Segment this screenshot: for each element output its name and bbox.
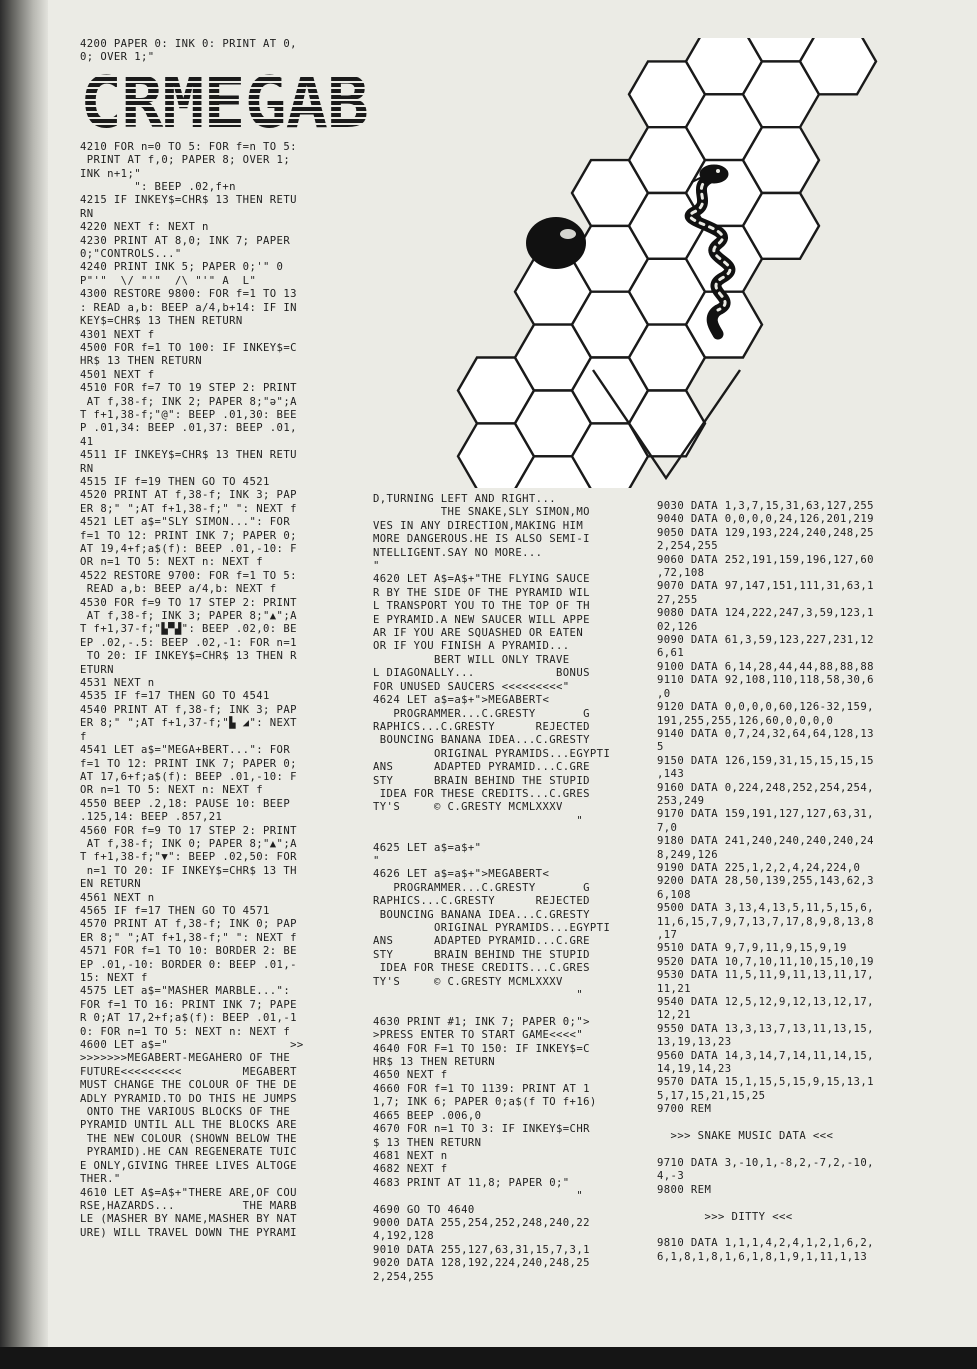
code-line: 4511 IF INKEY$=CHR$ 13 THEN RETU [80,449,297,462]
code-line: 9520 DATA 10,7,10,11,10,15,10,19 [657,955,874,968]
code-line [657,1197,929,1210]
crmegab-logo: CRMEGAB [80,61,369,144]
code-line: EN RETURN [80,878,142,891]
code-line: 9560 DATA 14,3,14,7,14,11,14,15, [657,1049,874,1062]
code-line: HR$ 13 THEN RETURN [373,1056,496,1069]
code-line: E ONLY,GIVING THREE LIVES ALTOGE [80,1159,297,1172]
code-line: E PYRAMID.A NEW SAUCER WILL APPE [373,613,590,626]
code-line: R 0;AT 17,2+f;a$(f): BEEP .01,-1 [80,1012,297,1025]
code-line: R BY THE SIDE OF THE PYRAMID WIL [373,586,590,599]
code-line: 4670 FOR n=1 TO 3: IF INKEY$=CHR [373,1123,590,1136]
code-line: TY'S © C.GRESTY MCMLXXXV [373,801,563,814]
code-line: 9810 DATA 1,1,1,4,2,4,1,2,1,6,2, [657,1237,874,1250]
code-line: 1,7; INK 6; PAPER 0;a$(f TO f+16) [373,1096,597,1109]
code-line: READ a,b: BEEP a/4,b: NEXT f [80,583,277,596]
code-line: n=1 TO 20: IF INKEY$=CHR$ 13 TH [80,864,297,877]
code-line: OR IF YOU FINISH A PYRAMID... [373,640,570,653]
code-line: f [80,730,87,743]
code-line: URE) WILL TRAVEL DOWN THE PYRAMI [80,1226,297,1239]
code-line: 9100 DATA 6,14,28,44,44,88,88,88 [657,660,874,673]
code-line: $ 13 THEN RETURN [373,1136,482,1149]
code-line: ,143 [657,768,685,781]
code-line: .125,14: BEEP .857,21 [80,811,223,824]
code-line: 9500 DATA 3,13,4,13,5,11,5,15,6, [657,902,874,915]
code-line: 4570 PRINT AT f,38-f; INK 0; PAP [80,918,297,931]
code-line [373,828,645,841]
hexagon-pyramid-illustration [418,38,938,488]
code-line: 4620 LET A$=A$+"THE FLYING SAUCE [373,573,590,586]
code-line: ER 8;" ";AT f+1,38-f;" ": NEXT f [80,502,297,515]
code-line: 4535 IF f=17 THEN GO TO 4541 [80,690,270,703]
code-line: OR n=1 TO 5: NEXT n: NEXT f [80,784,264,797]
code-line: 4571 FOR f=1 TO 10: BORDER 2: BE [80,945,297,958]
code-line: " [373,560,380,573]
code-line: 4501 NEXT f [80,368,155,381]
code-line: >PRESS ENTER TO START GAME<<<<" [373,1029,584,1042]
code-line: 6,108 [657,888,691,901]
page-spine-shadow [0,0,48,1369]
code-line: IDEA FOR THESE CREDITS...C.GRES [373,962,590,975]
code-line: 4520 PRINT AT f,38-f; INK 3; PAP [80,489,297,502]
code-line: ER 8;" ";AT f+1,38-f;" ": NEXT f [80,931,297,944]
code-line: OR n=1 TO 5: NEXT n: NEXT f [80,556,264,569]
code-line: HR$ 13 THEN RETURN [80,355,203,368]
code-line: 9020 DATA 128,192,224,240,248,25 [373,1257,590,1270]
code-line: 9160 DATA 0,224,248,252,254,254, [657,781,874,794]
code-line: 4300 RESTORE 9800: FOR f=1 TO 13 [80,288,297,301]
code-line: STY BRAIN BEHIND THE STUPID [373,948,590,961]
code-line: FOR f=1 TO 16: PRINT INK 7; PAPE [80,998,297,1011]
code-line: 4624 LET a$=a$+">MEGABERT< [373,694,550,707]
code-line: 4521 LET a$="SLY SIMON...": FOR [80,516,291,529]
code-line: 4220 NEXT f: NEXT n [80,221,209,234]
code-line: ,17 [657,929,678,941]
code-line: AT 19,4+f;a$(f): BEEP .01,-10: F [80,543,297,555]
code-line: RN [80,207,94,220]
code-line: KEY$=CHR$ 13 THEN RETURN [80,315,243,328]
code-line: 9080 DATA 124,222,247,3,59,123,1 [657,607,874,620]
marble-ball-icon [526,217,586,269]
code-line: THE SNAKE,SLY SIMON,MO [373,506,590,519]
code-line: >>>>>>>MEGABERT-MEGAHERO OF THE [80,1052,291,1065]
code-line: f=1 TO 12: PRINT INK 7; PAPER 0; [80,529,297,542]
code-line: 02,126 [657,620,698,633]
code-line: >>> SNAKE MUSIC DATA <<< [657,1130,834,1143]
page-bottom-edge [0,1347,977,1369]
code-line: 4540 PRINT AT f,38-f; INK 3; PAP [80,703,297,716]
code-line: MUST CHANGE THE COLOUR OF THE DE [80,1079,297,1092]
code-line: P .01,34: BEEP .01,37: BEEP .01, [80,422,297,435]
code-line: 4681 NEXT n [373,1149,448,1162]
code-line: PYRAMID UNTIL ALL THE BLOCKS ARE [80,1119,297,1132]
code-line: 9510 DATA 9,7,9,11,9,15,9,19 [657,942,847,955]
code-line: BERT WILL ONLY TRAVE [373,653,570,666]
code-line: 9070 DATA 97,147,151,111,31,63,1 [657,580,874,593]
code-line: 9530 DATA 11,5,11,9,11,13,11,17, [657,969,874,982]
code-line: " [373,1190,584,1203]
code-line: LE (MASHER BY NAME,MASHER BY NAT [80,1213,297,1226]
code-line: 12,21 [657,1009,691,1022]
code-line: 6,61 [657,647,685,660]
code-line: EP .01,-10: BORDER 0: BEEP .01,- [80,958,297,971]
code-line: 9140 DATA 0,7,24,32,64,64,128,13 [657,727,874,740]
code-line: 4690 GO TO 4640 [373,1203,475,1216]
code-line: f=1 TO 12: PRINT INK 7; PAPER 0; [80,757,297,770]
code-line: 4682 NEXT f [373,1163,448,1176]
code-line: 4515 IF f=19 THEN GO TO 4521 [80,475,270,488]
code-line: 4,192,128 [373,1230,435,1243]
code-line: BOUNCING BANANA IDEA...C.GRESTY [373,734,590,747]
code-line: 9550 DATA 13,3,13,7,13,11,13,15, [657,1022,874,1035]
code-line: 4630 PRINT #1; INK 7; PAPER 0;"> [373,1015,590,1028]
code-line: 9180 DATA 241,240,240,240,240,24 [657,835,874,848]
code-line: 253,249 [657,794,705,807]
code-line: 4550 BEEP .2,18: PAUSE 10: BEEP [80,797,291,810]
code-line: 9150 DATA 126,159,31,15,15,15,15 [657,754,874,767]
code-line: : READ a,b: BEEP a/4,b+14: IF IN [80,301,297,314]
code-line: FOR UNUSED SAUCERS <<<<<<<<<" [373,680,570,693]
code-line: PYRAMID).HE CAN REGENERATE TUIC [80,1146,297,1159]
code-line: 4683 PRINT AT 11,8; PAPER 0;" [373,1176,570,1189]
code-line: ": BEEP .02,f+n [80,181,236,194]
code-line: 0; OVER 1;" [80,51,155,64]
code-line: L DIAGONALLY... BONUS [373,667,590,680]
listing-column-1 [80,38,370,1240]
listing-column-3 [657,500,929,1264]
listing-column-2 [373,493,645,1284]
code-line: AR IF YOU ARE SQUASHED OR EATEN [373,627,584,640]
code-line: 0;"CONTROLS..." [80,248,182,261]
code-line [657,1117,929,1130]
code-line: AT 17,6+f;a$(f): BEEP .01,-10: F [80,770,297,783]
hexagon-pyramid-grid [458,38,933,488]
code-line: TY'S © C.GRESTY MCMLXXXV [373,975,563,988]
code-line: 4640 FOR F=1 TO 150: IF INKEY$=C [373,1042,590,1055]
code-line: RN [80,462,94,475]
code-line: ER 8;" ";AT f+1,37-f;"▙ ◢": NEXT [80,717,297,730]
code-line: 4500 FOR f=1 TO 100: IF INKEY$=C [80,341,297,354]
code-line: MORE DANGEROUS.HE IS ALSO SEMI-I [373,533,590,546]
code-line: 4560 FOR f=9 TO 17 STEP 2: PRINT [80,824,297,837]
code-line: AT f,38-f; INK 0; PAPER 8;"▲";A [80,837,297,850]
code-line: PROGRAMMER...C.GRESTY G [373,707,590,720]
code-line: 4530 FOR f=9 TO 17 STEP 2: PRINT [80,596,297,609]
code-line: RAPHICS...C.GRESTY REJECTED [373,895,590,908]
code-line: 4210 FOR n=0 TO 5: FOR f=n TO 5: [80,140,297,153]
code-line: 9540 DATA 12,5,12,9,12,13,12,17, [657,996,874,1009]
code-line: IDEA FOR THESE CREDITS...C.GRES [373,787,590,800]
code-line: 0: FOR n=1 TO 5: NEXT n: NEXT f [80,1025,291,1038]
code-line: THE NEW COLOUR (SHOWN BELOW THE [80,1132,297,1145]
code-line: 4541 LET a$="MEGA+BERT...": FOR [80,744,291,757]
code-line: 9060 DATA 252,191,159,196,127,60 [657,553,874,566]
code-line: AT f,38-f; INK 3; PAPER 8;"▲";A [80,610,297,623]
code-line: 7,0 [657,821,678,834]
code-line: ORIGINAL PYRAMIDS...EGYPTI [373,922,611,934]
code-line: STY BRAIN BEHIND THE STUPID [373,774,590,787]
code-line: 9190 DATA 225,1,2,2,4,24,224,0 [657,861,861,874]
code-line: 14,19,14,23 [657,1063,732,1076]
code-line: ADLY PYRAMID.TO DO THIS HE JUMPS [80,1092,297,1105]
code-line: 5,17,15,21,15,25 [657,1089,766,1102]
code-line: 4650 NEXT f [373,1069,448,1082]
code-line: ETURN [80,663,114,676]
code-line: 9000 DATA 255,254,252,248,240,22 [373,1216,590,1229]
code-line: ORIGINAL PYRAMIDS...EGYPTI [373,747,611,760]
code-line: 4625 LET a$=a$+" [373,841,482,854]
code-line: 4200 PAPER 0: INK 0: PRINT AT 0, [80,38,297,50]
code-line: " [373,814,584,827]
code-line [657,1144,929,1157]
code-line: 15: NEXT f [80,972,148,984]
code-line: D,TURNING LEFT AND RIGHT... [373,493,557,505]
code-line: RSE,HAZARDS... THE MARB [80,1199,297,1212]
code-line: L TRANSPORT YOU TO THE TOP OF TH [373,600,590,613]
code-line: BOUNCING BANANA IDEA...C.GRESTY [373,908,590,921]
code-line: 9050 DATA 129,193,224,240,248,25 [657,526,874,539]
code-line: 4600 LET a$=" >> [80,1039,304,1052]
code-line: 4575 LET a$="MASHER MARBLE...": [80,985,291,998]
code-line: 8,249,126 [657,848,719,861]
code-line: ANS ADAPTED PYRAMID...C.GRE [373,761,590,774]
code-line: T f+1,38-f;"▼": BEEP .02,50: FOR [80,851,297,864]
code-line: 5 [657,741,664,754]
code-line: 9040 DATA 0,0,0,0,24,126,201,219 [657,513,874,526]
code-line: AT f,38-f; INK 2; PAPER 8;"ə";A [80,395,297,408]
code-line: >>> DITTY <<< [657,1210,793,1223]
code-line: " [373,989,584,1002]
code-line: FUTURE<<<<<<<<< MEGABERT [80,1065,297,1078]
code-line: 6,1,8,1,8,1,6,1,8,1,9,1,11,1,13 [657,1250,868,1263]
code-line: INK n+1;" [80,167,142,180]
code-line: 4610 LET A$=A$+"THERE ARE,OF COU [80,1186,297,1199]
code-line: 4626 LET a$=a$+">MEGABERT< [373,868,550,881]
code-line: 13,19,13,23 [657,1036,732,1049]
code-line: 4,-3 [657,1170,685,1183]
code-line: 4565 IF f=17 THEN GO TO 4571 [80,904,270,917]
code-line: THER." [80,1173,121,1186]
code-line: ,0 [657,687,671,700]
code-line: EP .02,-.5: BEEP .02,-1: FOR n=1 [80,636,297,649]
code-line: 9010 DATA 255,127,63,31,15,7,3,1 [373,1243,590,1256]
code-line: 4665 BEEP .006,0 [373,1109,482,1122]
code-line: RAPHICS...C.GRESTY REJECTED [373,720,590,733]
code-line: 191,255,255,126,60,0,0,0,0 [657,714,834,727]
code-line: 2,254,255 [657,540,719,553]
code-line: 11,21 [657,982,691,995]
code-line: T f+1,38-f;"@": BEEP .01,30: BEE [80,408,297,421]
code-line [373,1002,645,1015]
code-line: 9700 REM [657,1103,712,1116]
code-line: 27,255 [657,593,698,606]
code-line: 9710 DATA 3,-10,1,-8,2,-7,2,-10, [657,1156,874,1169]
code-line: TO 20: IF INKEY$=CHR$ 13 THEN R [80,650,297,663]
code-line: 4510 FOR f=7 TO 19 STEP 2: PRINT [80,382,297,395]
code-line: 11,6,15,7,9,7,13,7,17,8,9,8,13,8 [657,915,874,928]
code-line: ,72,108 [657,567,705,580]
code-line: 9800 REM [657,1183,712,1196]
code-line: 4522 RESTORE 9700: FOR f=1 TO 5: [80,569,297,582]
code-line: 2,254,255 [373,1270,435,1283]
code-line: 4240 PRINT INK 5; PAPER 0;'" 0 [80,261,284,274]
code-line: 4561 NEXT n [80,891,155,904]
code-line: 4215 IF INKEY$=CHR$ 13 THEN RETU [80,194,297,207]
code-line: 9030 DATA 1,3,7,15,31,63,127,255 [657,500,874,512]
code-line: 4301 NEXT f [80,328,155,341]
code-line: NTELLIGENT.SAY NO MORE... [373,546,543,559]
code-line: 9090 DATA 61,3,59,123,227,231,12 [657,634,874,647]
code-line: " [373,854,380,867]
code-line: 4531 NEXT n [80,677,155,690]
code-line: ONTO THE VARIOUS BLOCKS OF THE [80,1106,291,1119]
code-line: 4660 FOR f=1 TO 1139: PRINT AT 1 [373,1082,590,1095]
code-line: 9570 DATA 15,1,15,5,15,9,15,13,1 [657,1076,874,1089]
code-line [657,1224,929,1237]
code-line: 9170 DATA 159,191,127,127,63,31, [657,808,874,821]
code-line: 4230 PRINT AT 8,0; INK 7; PAPER [80,234,291,247]
code-line: VES IN ANY DIRECTION,MAKING HIM [373,519,584,532]
code-line: T f+1,37-f;"▙▀▟": BEEP .02,0: BE [80,623,297,636]
code-line: 9200 DATA 28,50,139,255,143,62,3 [657,875,874,888]
code-line: P"'" \/ "'" /\ "'" A L" [80,274,257,287]
code-line: PROGRAMMER...C.GRESTY G [373,881,590,894]
code-line: 9110 DATA 92,108,110,118,58,30,6 [657,674,874,687]
code-line: ANS ADAPTED PYRAMID...C.GRE [373,935,590,948]
code-line: 9120 DATA 0,0,0,0,60,126-32,159, [657,701,874,714]
code-line: 41 [80,435,94,448]
code-line: PRINT AT f,0; PAPER 8; OVER 1; [80,154,291,167]
